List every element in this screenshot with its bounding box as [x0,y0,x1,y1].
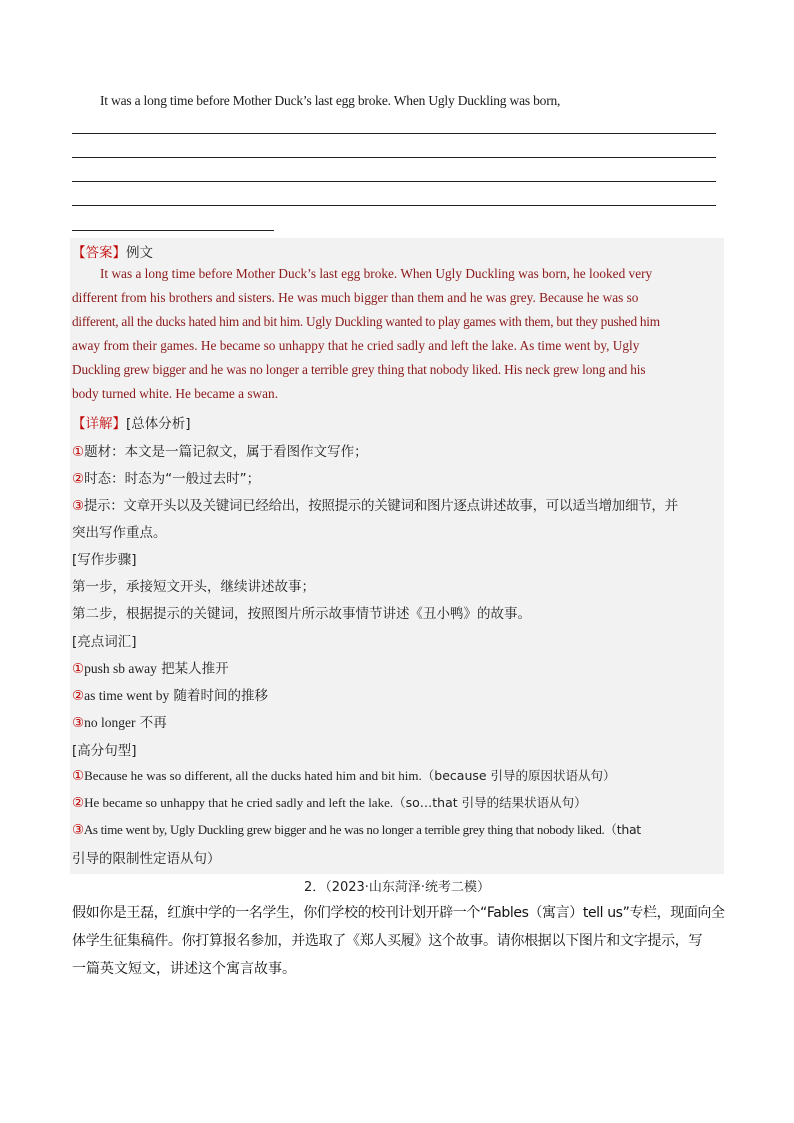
answer-line [72,230,274,231]
analysis-item [72,440,368,460]
item-text: 提示：文章开头以及关键词已经给出，按照提示的关键词和图片逐点讲述故事，可以适当增加细节，并 [83,498,678,514]
step-item: 第二步，根据提示的关键词，按照图片所示故事情节讲述《丑小鸭》的故事。 [72,606,531,622]
item-number: ② [72,688,85,704]
sentences-title: [高分句型] [72,743,137,759]
vocab-chinese: 随着时间的推移 [169,688,269,704]
answer-label: 【答案】 [72,245,126,261]
answer-label-row [72,241,153,261]
item-number: ① [72,661,85,677]
sentence-english: Because he was so different, all the ducks hated him and bit him. [84,768,422,783]
step-item: 第一步，承接短文开头，继续讲述故事； [72,579,315,595]
item-number: ② [72,471,85,487]
answer-line [72,181,716,182]
vocab-chinese: 不再 [135,715,167,731]
question-line: 假如你是王磊，红旗中学的一名学生，你们学校的校刊计划开辟一个“Fables（寓言）tell us”专栏，现面向全 [72,905,725,921]
vocab-english: push sb away [84,661,157,676]
analysis-continuation: 突出写作重点。 [72,525,167,541]
answer-line [72,157,716,158]
item-number: ③ [72,498,84,514]
item-number: ③ [72,822,84,838]
vocab-chinese: 把某人推开 [156,661,229,677]
detail-label: 【详解】 [72,416,126,432]
vocab-title: [亮点词汇] [72,634,137,650]
item-number: ③ [72,715,85,731]
sentence-item [72,793,587,811]
item-number: ① [72,444,85,460]
sentence-note-continuation: 引导的限制性定语从句） [72,851,221,867]
question-heading: 2．（2023·山东菏泽·统考二模） [303,880,491,895]
analysis-item [72,467,260,487]
vocab-english: as time went by [84,688,170,703]
detail-label-suffix: [总体分析] [126,416,191,432]
sentence-item [72,766,616,784]
answer-label-suffix: 例文 [126,245,153,261]
essay-line: body turned white. He became a swan. [72,386,279,401]
analysis-item [72,494,678,514]
sentence-item [72,820,641,838]
essay-line: Duckling grew bigger and he was no longer a terrible grey thing that nobody liked. His neck grew long and his [72,362,646,377]
sentence-english: As time went by, Ugly Duckling grew bigger and he was no longer a terrible grey thing that nobody liked. [83,822,605,837]
vocab-english: no longer [84,715,136,730]
essay-line: away from their games. He became so unhappy that he cried sadly and left the lake. As time went by, Ugly [72,338,640,353]
sentence-note: （because 引导的原因状语从句） [421,768,616,783]
essay-line: It was a long time before Mother Duck’s last egg broke. When Ugly Duckling was born, he looked very [100,266,653,281]
steps-title: [写作步骤] [72,552,137,568]
vocab-item [72,657,229,677]
item-number: ① [72,768,85,784]
vocab-item [72,711,167,731]
answer-line [72,133,716,134]
detail-label-row [72,412,191,432]
sentence-english: He became so unhappy that he cried sadly and left the lake. [84,795,394,810]
sentence-note: （that [604,822,641,837]
writing-prompt: It was a long time before Mother Duck’s last egg broke. When Ugly Duckling was born, [100,93,561,108]
item-text: 时态：时态为“一般过去时”； [84,471,261,487]
vocab-item [72,684,268,704]
essay-line: different from his brothers and sisters. He was much bigger than them and he was grey. Because he was so [72,290,639,305]
item-number: ② [72,795,85,811]
answer-line [72,205,716,206]
question-line: 一篇英文短文，讲述这个寓言故事。 [72,961,296,977]
item-text: 题材：本文是一篇记叙文，属于看图作文写作； [84,444,368,460]
question-line: 体学生征集稿件。你打算报名参加，并选取了《郑人买履》这个故事。请你根据以下图片和文字提示，写 [72,933,703,949]
essay-line: different, all the ducks hated him and bit him. Ugly Duckling wanted to play games with them, but they pushed him [72,314,660,329]
sentence-note: （so…that 引导的结果状语从句） [393,795,587,810]
